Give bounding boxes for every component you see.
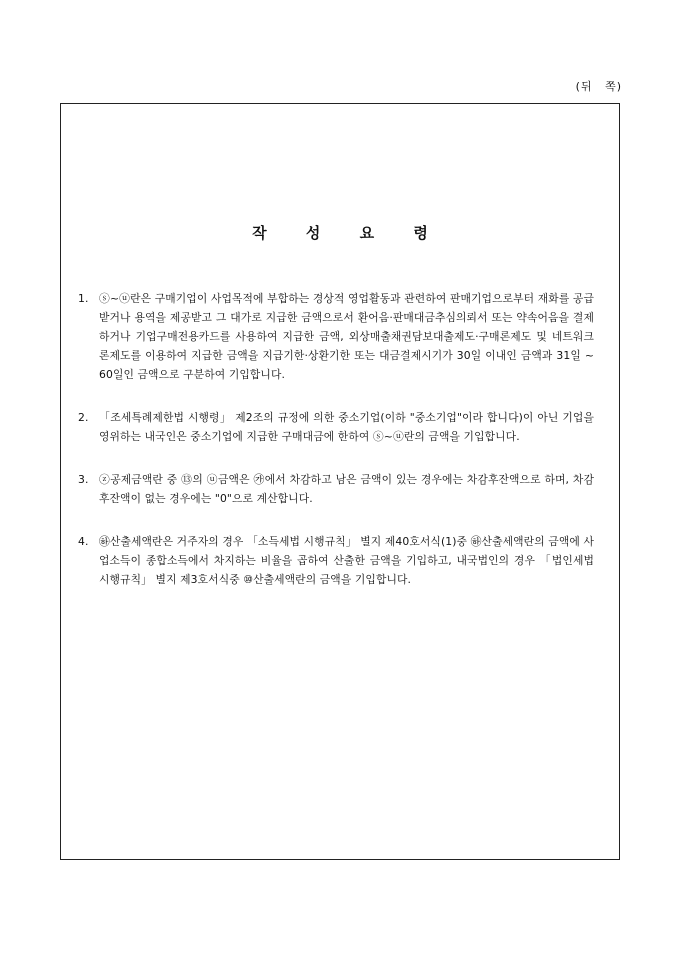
- item-text: ㉻산출세액란은 거주자의 경우 「소득세법 시행규칙」 별지 제40호서식(1)중 ㉻산출세액란의 금액에 사업소득이 종합소득에서 차지하는 비율을 곱하여 산출한 금액을 기입하고, 내국법인의 경우 「법인세법 시행규칙」 별지 제3호서식중 ⑩산출세액란의 금액을 기입합니다.: [99, 535, 594, 586]
- section-title: [61, 222, 619, 243]
- instruction-item: [78, 470, 594, 508]
- title-char: 성: [305, 224, 321, 242]
- title-char: 작: [252, 224, 267, 242]
- instruction-item: [78, 408, 594, 446]
- title-char: 령: [413, 224, 428, 242]
- instruction-item: [78, 532, 594, 589]
- item-number: 1.: [78, 292, 89, 305]
- item-text: ⓩ공제금액란 중 ⑬의 ⓤ금액은 ㉮에서 차감하고 남은 금액이 있는 경우에는 차감후잔액으로 하며, 차감후잔액이 없는 경우에는 "0"으로 계산합니다.: [99, 473, 594, 505]
- item-text: 「조세특례제한법 시행령」 제2조의 규정에 의한 중소기업(이하 "중소기업"이라 합니다)이 아닌 기업을 영위하는 내국인은 중소기업에 지급한 구매대금에 한하여 ⓢ~ⓤ란의 금액을 기입합니다.: [99, 411, 594, 443]
- page-side-label: (뒤 쪽): [575, 80, 622, 93]
- item-number: 4.: [78, 535, 89, 548]
- instructions-frame: [60, 103, 620, 860]
- item-number: 3.: [78, 473, 89, 486]
- instruction-item: [78, 289, 594, 384]
- item-text: ⓢ~ⓤ란은 구매기업이 사업목적에 부합하는 경상적 영업활동과 관련하여 판매기업으로부터 재화를 공급받거나 용역을 제공받고 그 대가로 지급한 금액으로서 환어음·판매대금추심의뢰서 또는 약속어음을 결제하거나 기업구매전용카드를 사용하여 지급한 금액, 외상매출채권담보대출제도·구매론제도 및 네트워크론제도를 이용하여 지급한 금액을 지급기한·상환기한 또는 대금결제시기가 30일 이내인 금액과 31일 ~ 60일인 금액으로 구분하여 기입합니다.: [99, 292, 594, 381]
- instruction-list: [78, 289, 594, 613]
- item-number: 2.: [78, 411, 89, 424]
- title-char: 요: [359, 224, 375, 242]
